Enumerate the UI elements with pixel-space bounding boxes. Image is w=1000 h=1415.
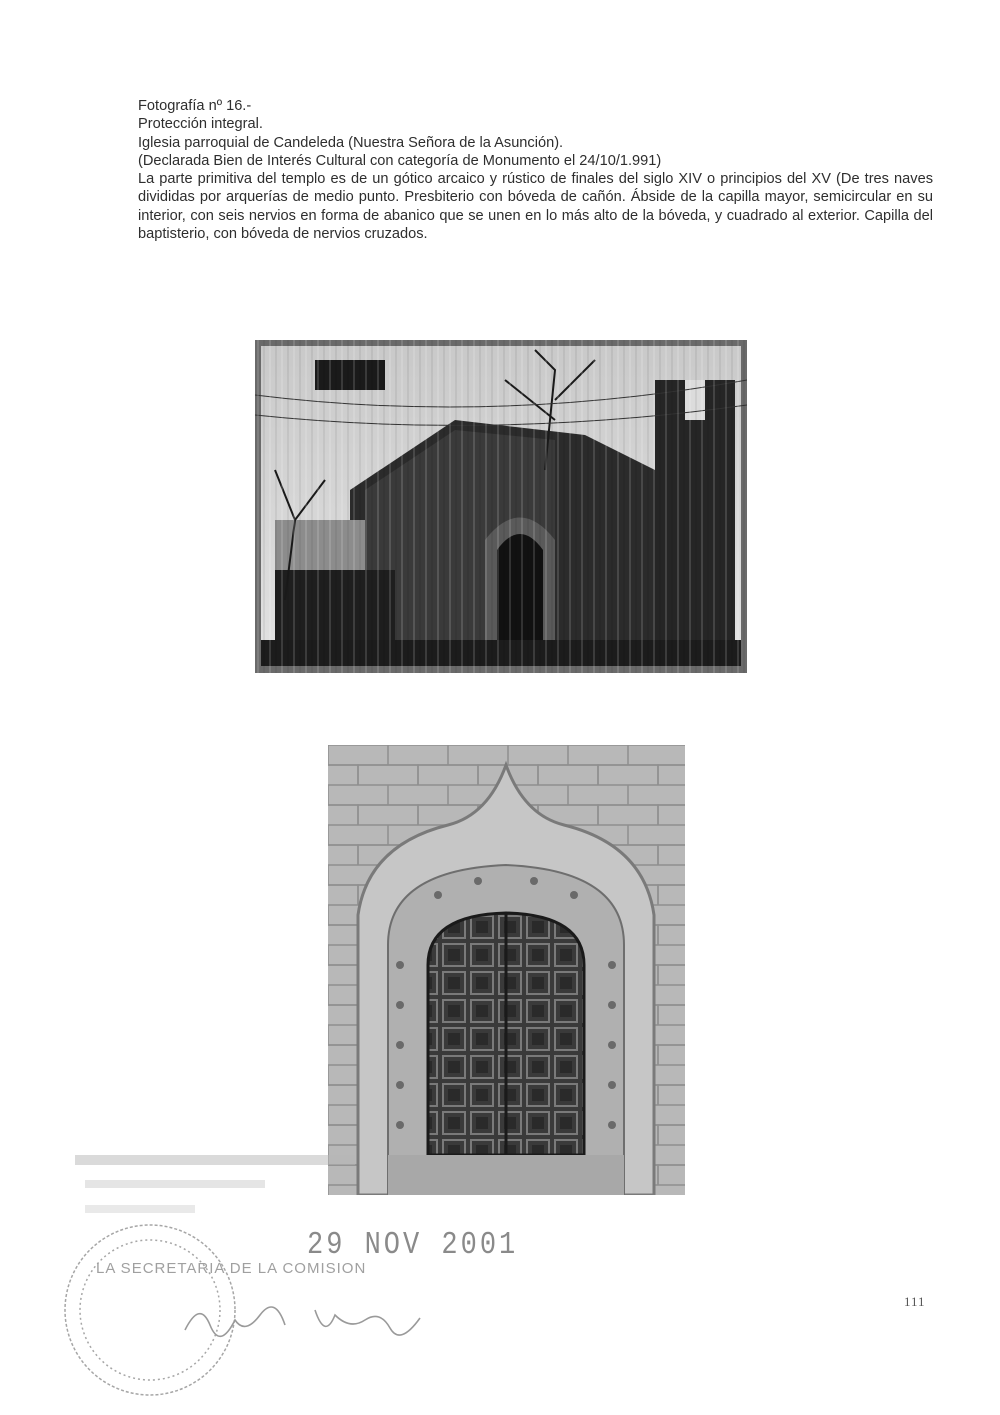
handwritten-signature [175, 1290, 435, 1350]
building-name: Iglesia parroquial de Candeleda (Nuestra Señora de la Asunción). [138, 134, 564, 151]
stamp-date: 29 NOV 2001 [307, 1228, 519, 1264]
gothic-doorway-photo [328, 745, 685, 1195]
description-paragraph: La parte primitiva del templo es de un gótico arcaico y rústico de finales del siglo XIV o principios del XV (De tres naves divididas por arquerías de medio punto. Presbiterio con bóveda de cañón. Ábside de la capilla mayor, semicircular en su interior, con seis nervios en forma de abanico que se unen en lo más alto de la bóveda, y cuadrado al exterior. Capilla del baptisterio, con bóveda de nervios cruzados. [138, 171, 933, 243]
page-number: 111 [904, 1294, 926, 1309]
document-text [138, 97, 933, 243]
protection-level: Protección integral. [138, 116, 263, 133]
stamp-secretaria-text: LA SECRETARIA DE LA COMISION [96, 1260, 367, 1277]
church-exterior-photo [255, 340, 747, 673]
photo-heading: Fotografía nº 16.- [138, 98, 252, 114]
declaration-note: (Declarada Bien de Interés Cultural con categoría de Monumento el 24/10/1.991) [138, 152, 662, 169]
